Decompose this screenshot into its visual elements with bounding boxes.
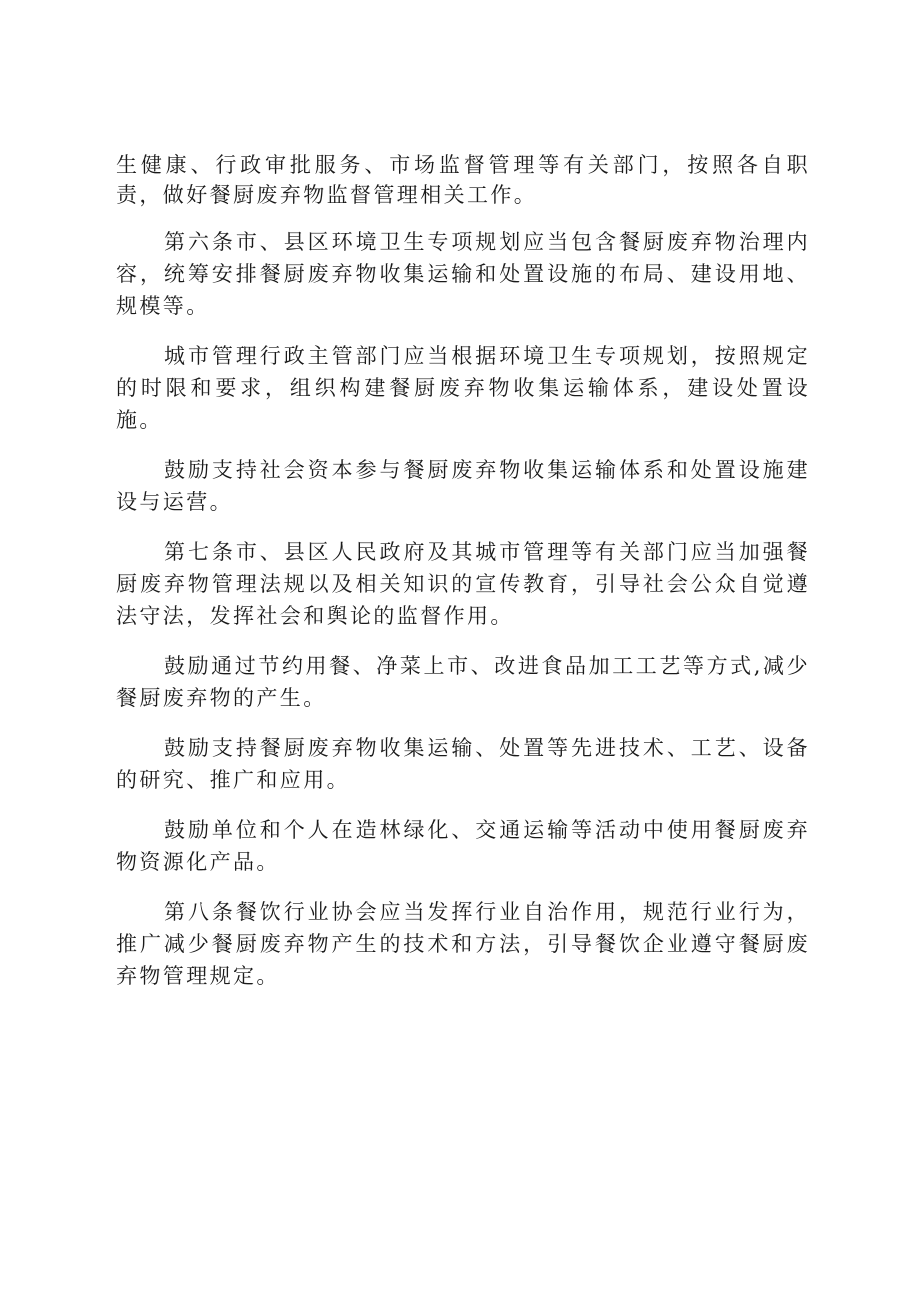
document-page xyxy=(116,150,810,992)
paragraph-article-8: 第八条餐饮行业协会应当发挥行业自治作用，规范行业行为，推广减少餐厨废弃物产生的技术和方法，引导餐饮企业遵守餐厨废弃物管理规定。 xyxy=(116,900,810,988)
paragraph-reduce-waste: 鼓励通过节约用餐、净菜上市、改进食品加工工艺等方式,减少餐厨废弃物的产生。 xyxy=(116,654,810,710)
paragraph-resource-products: 鼓励单位和个人在造林绿化、交通运输等活动中使用餐厨废弃物资源化产品。 xyxy=(116,818,810,874)
paragraph-city-management: 城市管理行政主管部门应当根据环境卫生专项规划，按照规定的时限和要求，组织构建餐厨废弃物收集运输体系，建设处置设施。 xyxy=(116,344,810,432)
paragraph-article-6: 第六条市、县区环境卫生专项规划应当包含餐厨废弃物治理内容，统筹安排餐厨废弃物收集运输和处置设施的布局、建设用地、规模等。 xyxy=(116,230,810,318)
paragraph-technology: 鼓励支持餐厨废弃物收集运输、处置等先进技术、工艺、设备的研究、推广和应用。 xyxy=(116,736,810,792)
paragraph-continuation: 生健康、行政审批服务、市场监督管理等有关部门，按照各自职责，做好餐厨废弃物监督管理相关工作。 xyxy=(116,153,810,207)
paragraph-social-capital: 鼓励支持社会资本参与餐厨废弃物收集运输体系和处置设施建设与运营。 xyxy=(116,458,810,514)
paragraph-article-7: 第七条市、县区人民政府及其城市管理等有关部门应当加强餐厨废弃物管理法规以及相关知识的宣传教育，引导社会公众自觉遵法守法，发挥社会和舆论的监督作用。 xyxy=(116,540,810,628)
